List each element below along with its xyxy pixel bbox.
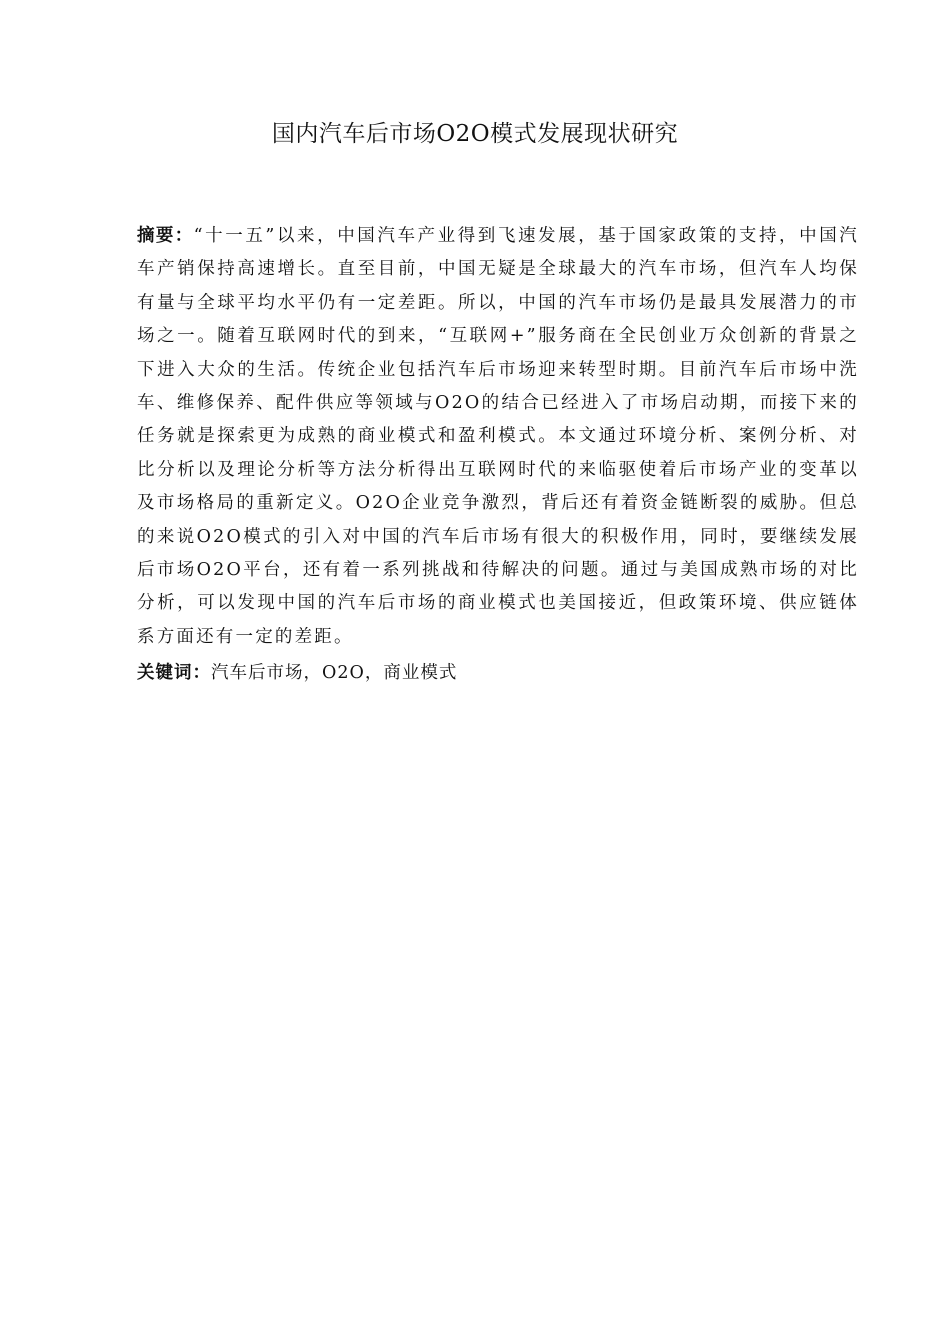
- abstract-text: “十一五”以来，中国汽车产业得到飞速发展，基于国家政策的支持，中国汽车产销保持高速增长。直至目前，中国无疑是全球最大的汽车市场，但汽车人均保有量与全球平均水平仍有一定差距。所以，中国的汽车市场仍是最具发展潜力的市场之一。随着互联网时代的到来，“互联网+”服务商在全民创业万众创新的背景之下进入大众的生活。传统企业包括汽车后市场迎来转型时期。目前汽车后市场中洗车、维修保养、配件供应等领域与O2O的结合已经进入了市场启动期，而接下来的任务就是探索更为成熟的商业模式和盈利模式。本文通过环境分析、案例分析、对比分析以及理论分析等方法分析得出互联网时代的来临驱使着后市场产业的变革以及市场格局的重新定义。O2O企业竞争激烈，背后还有着资金链断裂的威胁。但总的来说O2O模式的引入对中国的汽车后市场有很大的积极作用，同时，要继续发展后市场O2O平台，还有着一系列挑战和待解决的问题。通过与美国成熟市场的对比分析，可以发现中国的汽车后市场的商业模式也美国接近，但政策环境、供应链体系方面还有一定的差距。: [137, 226, 859, 647]
- abstract-label: 摘要：: [137, 226, 194, 246]
- keywords-text: 汽车后市场，O2O，商业模式: [211, 663, 458, 683]
- document-title: 国内汽车后市场O2O模式发展现状研究: [271, 121, 679, 147]
- keywords-line: [137, 657, 859, 689]
- abstract-paragraph: [137, 220, 859, 654]
- keywords-label: 关键词：: [137, 663, 211, 683]
